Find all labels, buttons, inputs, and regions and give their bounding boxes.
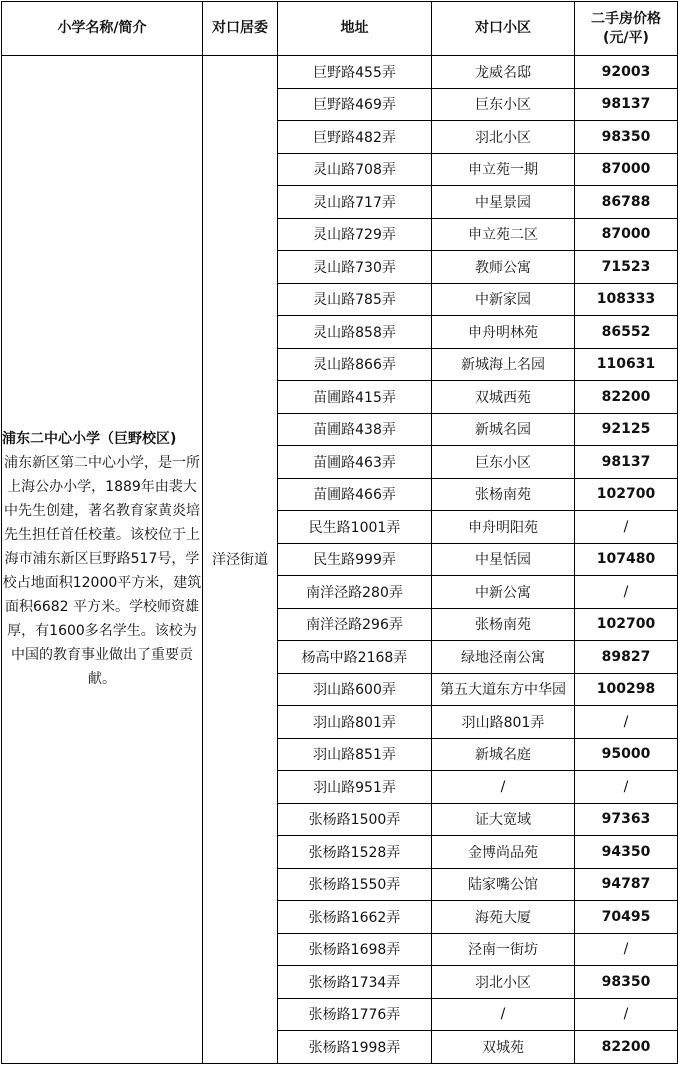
community-cell: 申立苑一期 [432,153,575,186]
address-cell: 羽山路801弄 [278,706,432,739]
community-cell: 中星恬园 [432,543,575,576]
community-cell: 中新公寓 [432,576,575,609]
address-cell: 灵山路729弄 [278,218,432,251]
price-cell: 82200 [575,1031,678,1064]
address-cell: 羽山路951弄 [278,771,432,804]
price-cell: 70495 [575,901,678,934]
community-cell: 张杨南苑 [432,608,575,641]
price-cell: 110631 [575,348,678,381]
address-cell: 张杨路1500弄 [278,803,432,836]
community-cell: 巨东小区 [432,88,575,121]
school-description: 浦东新区第二中心小学，是一所上海公办小学，1889年由裴大中先生创建，著名教育家黄炎培先生担任首任校董。该校位于上海市浦东新区巨野路517号，学校占地面积12000平方米，建筑面积6682 平方米。学校师资雄厚，有1600多名学生。该校为中国的教育事业做出了重要贡献。 [2,455,202,688]
header-price-line2: (元/平) [603,29,649,46]
community-cell: / [432,771,575,804]
table-row [2,56,678,89]
community-cell: 申舟明林苑 [432,316,575,349]
community-cell: 羽北小区 [432,121,575,154]
address-cell: 杨高中路2168弄 [278,641,432,674]
community-cell: 新城海上名园 [432,348,575,381]
price-cell: / [575,933,678,966]
community-cell: 巨东小区 [432,446,575,479]
price-cell: 87000 [575,218,678,251]
price-cell: 98137 [575,88,678,121]
community-cell: 申立苑二区 [432,218,575,251]
address-cell: 羽山路851弄 [278,738,432,771]
address-cell: 苗圃路415弄 [278,381,432,414]
address-cell: 张杨路1776弄 [278,998,432,1031]
price-cell: / [575,771,678,804]
school-cell [2,56,203,1064]
address-cell: 民生路1001弄 [278,511,432,544]
price-cell: 71523 [575,251,678,284]
address-cell: 灵山路708弄 [278,153,432,186]
header-row [2,2,678,56]
address-cell: 巨野路455弄 [278,56,432,89]
price-cell: 98350 [575,966,678,999]
price-cell: / [575,576,678,609]
address-cell: 苗圃路466弄 [278,478,432,511]
community-cell: / [432,998,575,1031]
community-cell: 双城苑 [432,1031,575,1064]
price-cell: / [575,511,678,544]
community-cell: 第五大道东方中华园 [432,673,575,706]
price-cell: 92003 [575,56,678,89]
price-cell: 102700 [575,608,678,641]
committee-cell: 洋泾街道 [203,56,278,1064]
price-cell: / [575,706,678,739]
address-cell: 灵山路858弄 [278,316,432,349]
address-cell: 张杨路1734弄 [278,966,432,999]
address-cell: 灵山路717弄 [278,186,432,219]
price-cell: 98137 [575,446,678,479]
address-cell: 张杨路1550弄 [278,868,432,901]
community-cell: 羽山路801弄 [432,706,575,739]
address-cell: 南洋泾路280弄 [278,576,432,609]
header-price [575,2,678,56]
header-address: 地址 [278,2,432,56]
school-district-table [1,1,678,1064]
address-cell: 灵山路866弄 [278,348,432,381]
community-cell: 金博尚品苑 [432,836,575,869]
address-cell: 苗圃路463弄 [278,446,432,479]
address-cell: 巨野路469弄 [278,88,432,121]
price-cell: 108333 [575,283,678,316]
community-cell: 中星景园 [432,186,575,219]
header-price-line1: 二手房价格 [591,10,661,27]
address-cell: 苗圃路438弄 [278,413,432,446]
address-cell: 灵山路730弄 [278,251,432,284]
header-community: 对口小区 [432,2,575,56]
address-cell: 张杨路1528弄 [278,836,432,869]
community-cell: 陆家嘴公馆 [432,868,575,901]
address-cell: 张杨路1662弄 [278,901,432,934]
price-cell: / [575,998,678,1031]
address-cell: 羽山路600弄 [278,673,432,706]
price-cell: 92125 [575,413,678,446]
community-cell: 羽北小区 [432,966,575,999]
address-cell: 张杨路1998弄 [278,1031,432,1064]
price-cell: 94350 [575,836,678,869]
header-school: 小学名称/简介 [2,2,203,56]
price-cell: 107480 [575,543,678,576]
price-cell: 82200 [575,381,678,414]
community-cell: 海苑大厦 [432,901,575,934]
community-cell: 龙威名邸 [432,56,575,89]
community-cell: 申舟明阳苑 [432,511,575,544]
address-cell: 巨野路482弄 [278,121,432,154]
price-cell: 97363 [575,803,678,836]
address-cell: 民生路999弄 [278,543,432,576]
price-cell: 86552 [575,316,678,349]
price-cell: 100298 [575,673,678,706]
price-cell: 89827 [575,641,678,674]
address-cell: 南洋泾路296弄 [278,608,432,641]
community-cell: 中新家园 [432,283,575,316]
price-cell: 86788 [575,186,678,219]
school-name: 浦东二中心小学（巨野校区) [2,431,177,448]
address-cell: 张杨路1698弄 [278,933,432,966]
community-cell: 教师公寓 [432,251,575,284]
community-cell: 新城名庭 [432,738,575,771]
price-cell: 98350 [575,121,678,154]
address-cell: 灵山路785弄 [278,283,432,316]
community-cell: 张杨南苑 [432,478,575,511]
community-cell: 证大宽域 [432,803,575,836]
community-cell: 双城西苑 [432,381,575,414]
community-cell: 新城名园 [432,413,575,446]
header-committee: 对口居委 [203,2,278,56]
price-cell: 87000 [575,153,678,186]
community-cell: 绿地泾南公寓 [432,641,575,674]
community-cell: 泾南一街坊 [432,933,575,966]
price-cell: 94787 [575,868,678,901]
price-cell: 95000 [575,738,678,771]
price-cell: 102700 [575,478,678,511]
